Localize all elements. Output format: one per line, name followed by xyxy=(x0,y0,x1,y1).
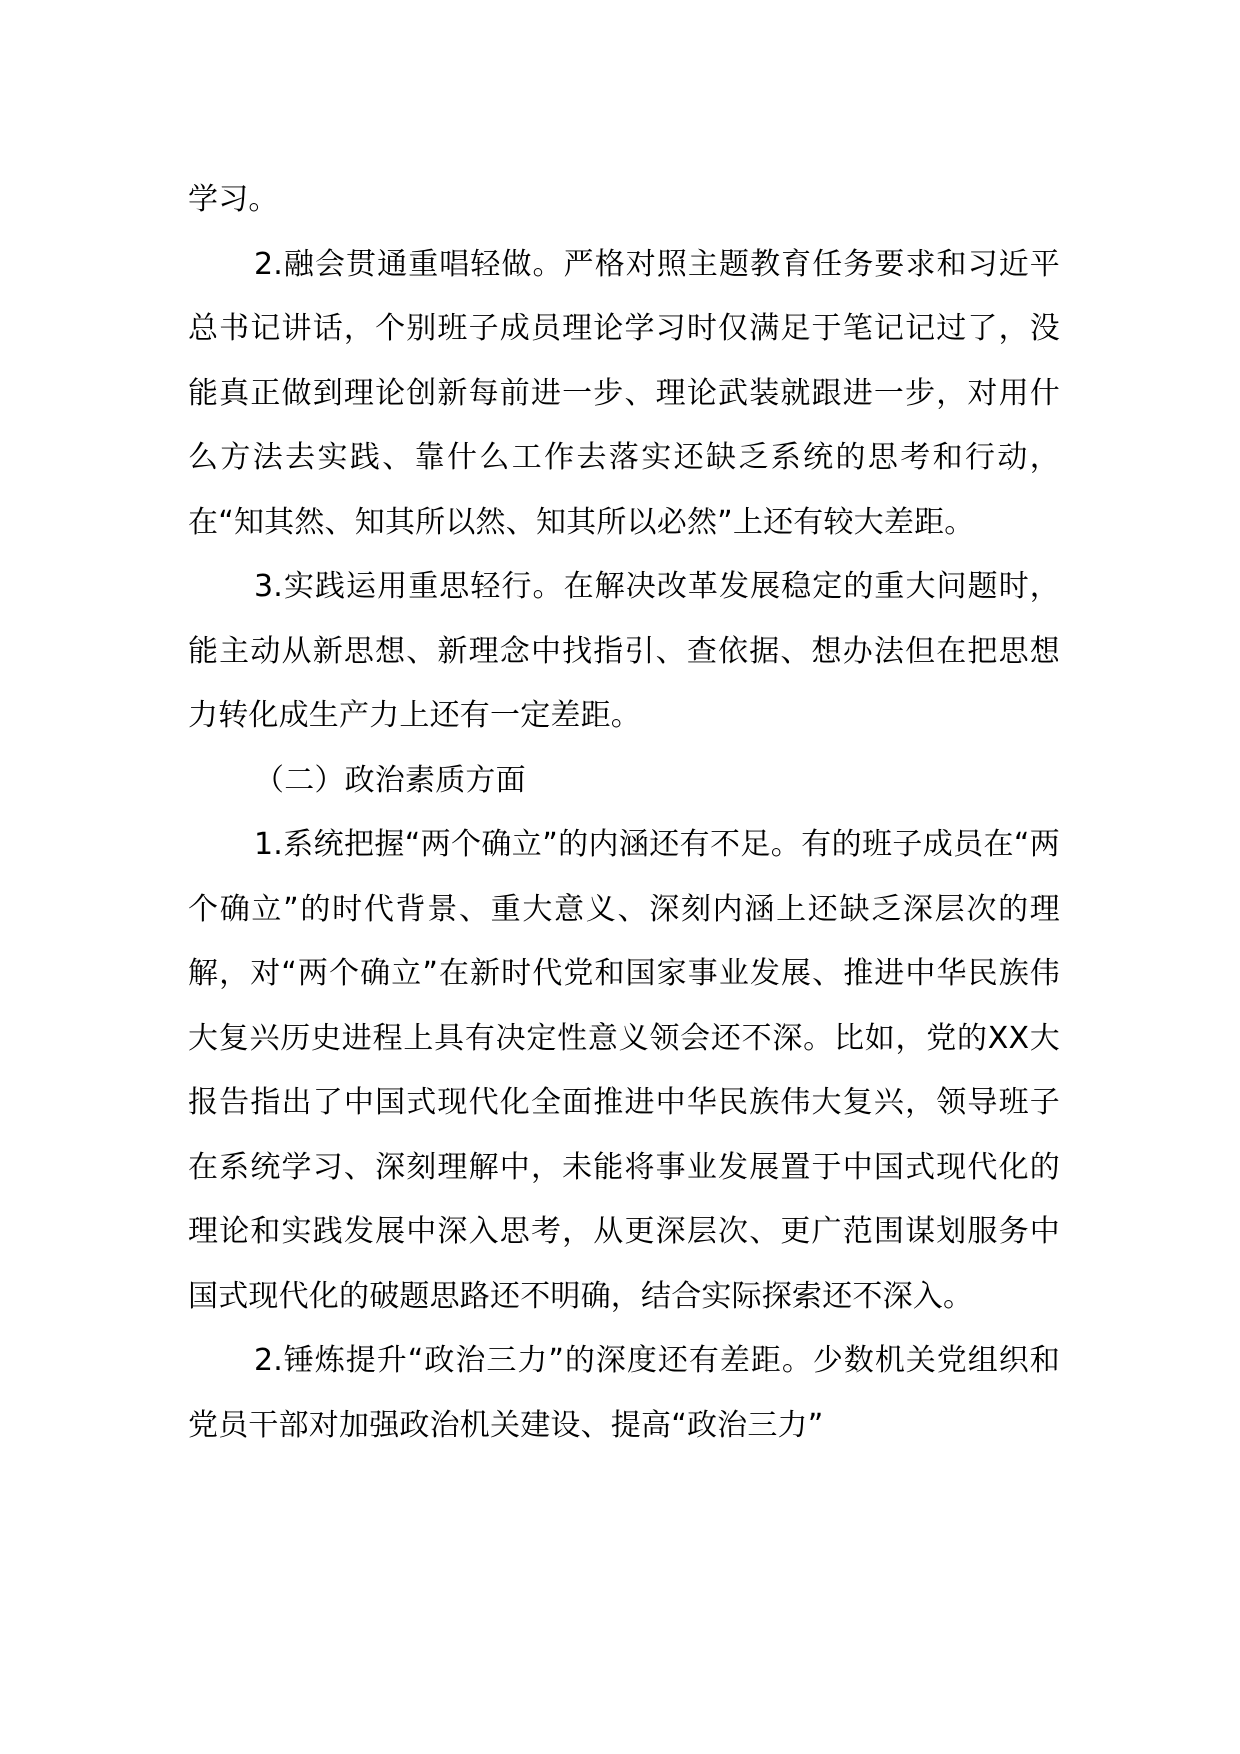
document-body xyxy=(188,168,1060,1458)
paragraph-item-1-two-establishments: 1.系统把握“两个确立”的内涵还有不足。有的班子成员在“两个确立”的时代背景、重大意义、深刻内涵上还缺乏深层次的理解，对“两个确立”在新时代党和国家事业发展、推进中华民族伟大复兴历史进程上具有决定性意义领会还不深。比如，党的XX大报告指出了中国式现代化全面推进中华民族伟大复兴，领导班子在系统学习、深刻理解中，未能将事业发展置于中国式现代化的理论和实践发展中深入思考，从更深层次、更广范围谋划服务中国式现代化的破题思路还不明确，结合实际探索还不深入。 xyxy=(188,827,1060,1314)
paragraph-continuation: 学习。 xyxy=(188,182,279,217)
paragraph-item-2-political-abilities: 2.锤炼提升“政治三力”的深度还有差距。少数机关党组织和党员干部对加强政治机关建设、提高“政治三力” xyxy=(188,1343,1060,1443)
paragraph-item-2-integration: 2.融会贯通重唱轻做。严格对照主题教育任务要求和习近平总书记讲话，个别班子成员理论学习时仅满足于笔记记过了，没能真正做到理论创新每前进一步、理论武装就跟进一步，对用什么方法去实践、靠什么工作去落实还缺乏系统的思考和行动，在“知其然、知其所以然、知其所以必然”上还有较大差距。 xyxy=(188,246,1060,540)
paragraph-item-3-practice: 3.实践运用重思轻行。在解决改革发展稳定的重大问题时，能主动从新思想、新理念中找指引、查依据、想办法但在把思想力转化成生产力上还有一定差距。 xyxy=(188,569,1060,733)
section-heading-political-quality: （二）政治素质方面 xyxy=(254,762,526,798)
